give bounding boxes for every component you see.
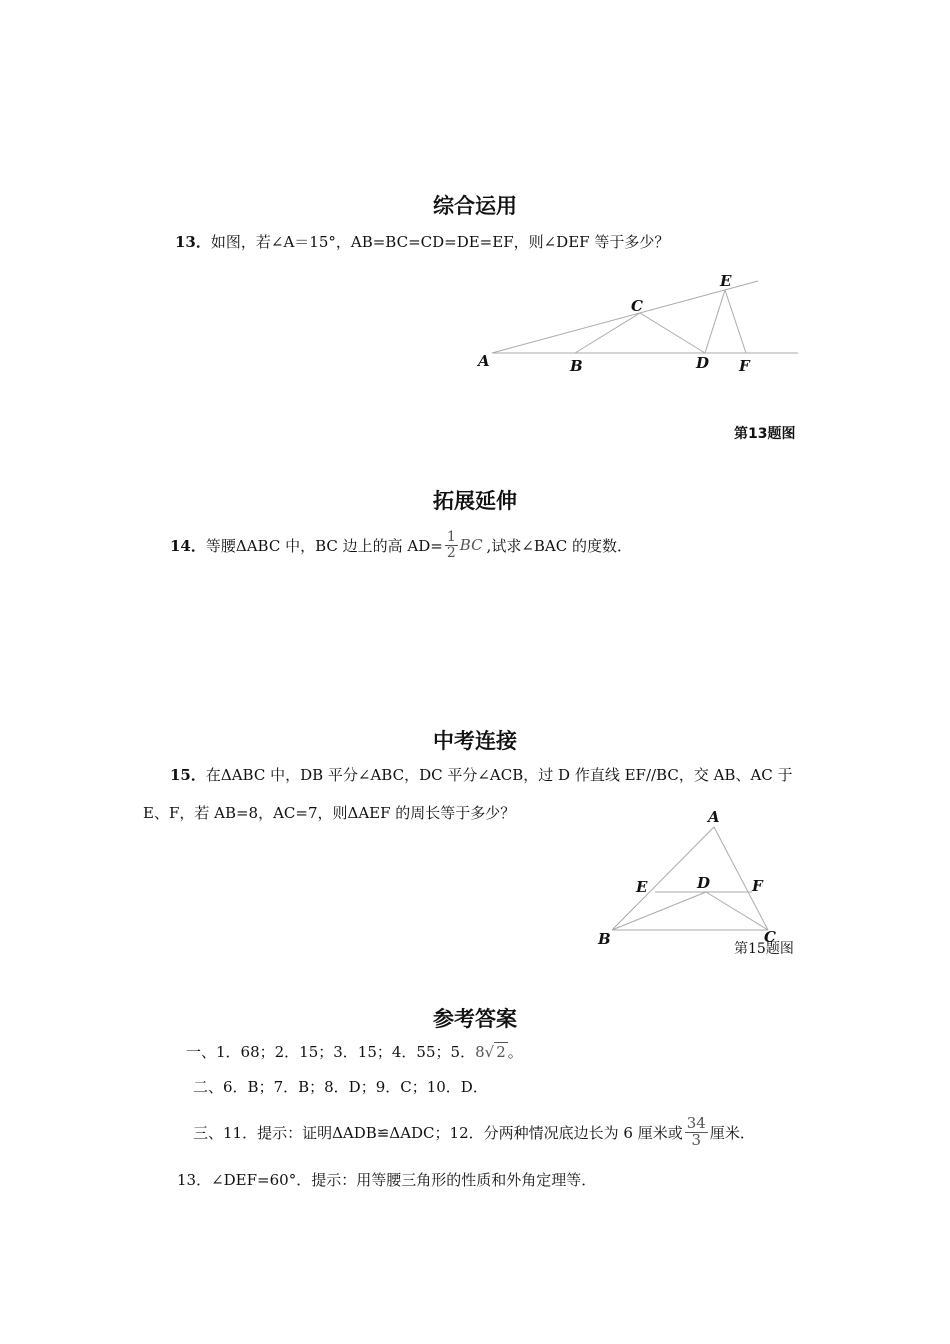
fraction-numerator: 34 bbox=[686, 1113, 706, 1132]
question-14 bbox=[170, 525, 632, 565]
segment-de bbox=[705, 290, 725, 353]
point-label-a: A bbox=[708, 808, 720, 826]
point-label-e: E bbox=[636, 878, 648, 896]
sqrt-radicand: 2 bbox=[496, 1043, 506, 1061]
segment-ef bbox=[725, 290, 746, 353]
figure-15-caption: 第15题图 bbox=[734, 941, 794, 957]
answer-part-1 bbox=[186, 1041, 523, 1062]
question-text: 如图，若∠A＝15°，AB=BC=CD=DE=EF，则∠DEF 等于多少？ bbox=[210, 233, 670, 251]
question-text: 在ΔABC 中，DB 平分∠ABC，DC 平分∠ACB，过 D 作直线 EF//BC，交 AB、AC 于 bbox=[205, 766, 793, 784]
section-title-comprehensive: 综合运用 bbox=[433, 194, 517, 218]
answer-end: 。 bbox=[507, 1043, 523, 1061]
answer-part-3 bbox=[193, 1110, 755, 1154]
question-15-line-1 bbox=[170, 764, 793, 785]
sqrt-expression: 8√ 2 bbox=[475, 1043, 506, 1061]
question-number: 15． bbox=[170, 766, 206, 784]
ray-ae bbox=[492, 281, 758, 353]
fraction-bc: BC bbox=[459, 536, 483, 554]
question-15-line-2: E、F，若 AB=8，AC=7，则ΔAEF 的周长等于多少？ bbox=[143, 804, 516, 822]
question-number: 13． bbox=[175, 233, 211, 251]
point-label-d: D bbox=[696, 354, 710, 372]
point-label-d: D bbox=[697, 874, 711, 892]
point-label-c: C bbox=[631, 297, 643, 315]
point-label-c: C bbox=[764, 928, 776, 946]
point-label-f: F bbox=[739, 357, 750, 375]
fraction-denominator: 3 bbox=[691, 1130, 702, 1149]
section-title-answers: 参考答案 bbox=[433, 1007, 517, 1031]
segment-cd bbox=[706, 892, 768, 930]
point-label-b: B bbox=[570, 357, 583, 375]
fraction-numerator: 1 bbox=[446, 528, 456, 545]
section-title-extension: 拓展延伸 bbox=[433, 489, 517, 513]
sqrt-coefficient: 8 bbox=[475, 1043, 485, 1061]
point-label-a: A bbox=[478, 352, 490, 370]
point-label-b: B bbox=[598, 930, 611, 948]
segment-cd bbox=[640, 313, 705, 353]
segment-bd bbox=[612, 892, 706, 930]
segment-bc bbox=[575, 313, 640, 353]
fraction-34-3 bbox=[685, 1113, 708, 1149]
answer-end: 厘米． bbox=[709, 1123, 755, 1142]
answer-text: 一、1．68；2．15；3．15；4．55；5． bbox=[186, 1043, 476, 1061]
point-label-e: E bbox=[720, 272, 732, 290]
answer-part-2: 二、6．B；7．B；8．D；9．C；10．D． bbox=[193, 1078, 488, 1096]
answer-text: 三、11．提示：证明ΔADB≌ΔADC；12．分两种情况底边长为 6 厘米或 bbox=[193, 1123, 683, 1142]
figure-13 bbox=[470, 265, 810, 380]
figure-13-caption: 第13题图 bbox=[734, 426, 796, 442]
question-number: 14． bbox=[170, 536, 206, 555]
question-13 bbox=[175, 231, 669, 252]
answer-part-4: 13．∠DEF=60°．提示：用等腰三角形的性质和外角定理等． bbox=[177, 1171, 597, 1189]
point-label-f: F bbox=[752, 877, 763, 895]
section-title-exam-link: 中考连接 bbox=[433, 729, 517, 753]
figure-15 bbox=[590, 805, 790, 955]
question-text: 等腰ΔABC 中，BC 边上的高 AD= bbox=[205, 536, 443, 555]
fraction-half bbox=[445, 530, 458, 560]
fraction-denominator: 2 bbox=[446, 544, 456, 561]
question-text-end: ,试求∠BAC 的度数． bbox=[486, 536, 632, 555]
